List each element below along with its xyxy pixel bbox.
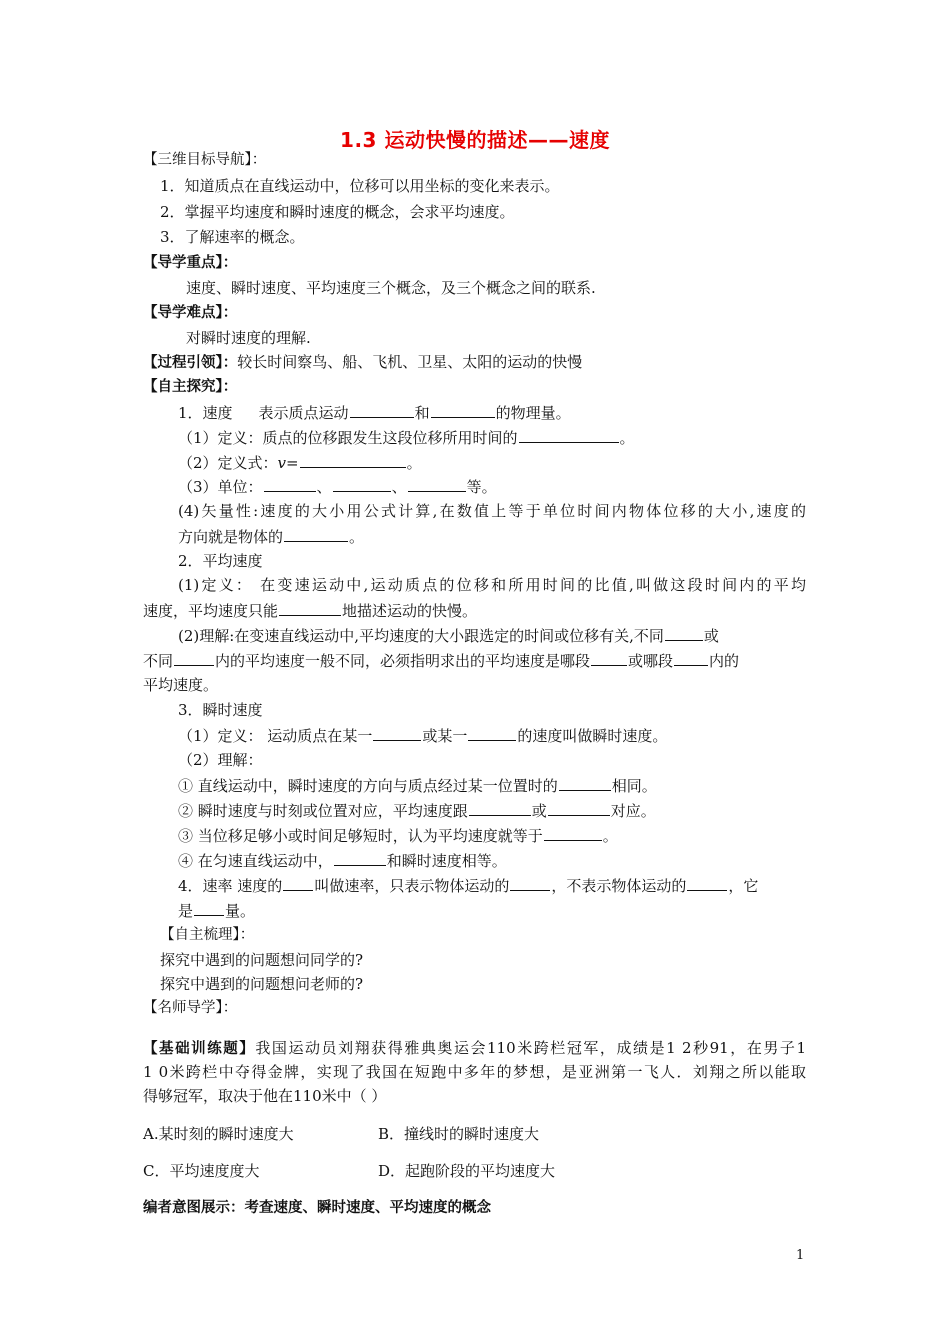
speed-formula: （2）定义式：v= 。: [178, 454, 422, 472]
difficulty-text: 对瞬时速度的理解.: [186, 329, 311, 347]
blank: [559, 775, 611, 791]
blank: [469, 800, 531, 816]
speed-vector-line1: (4)矢量性:速度的大小用公式计算,在数值上等于单位时间内物体位移的大小,速度的: [178, 502, 806, 520]
speed-definition: （1）定义：质点的位移跟发生这段位移所用时间的 。: [178, 429, 635, 447]
key-point-heading: 【导学重点】：: [143, 255, 238, 271]
exercise-line2: 1 0米跨栏中夺得金牌，实现了我国在短跑中多年的梦想，是亚洲第一飞人．刘翔之所以能取: [143, 1063, 806, 1081]
avg-speed-und-line2: 不同 内的平均速度一般不同，必须指明求出的平均速度是哪段 或哪段 内的: [143, 652, 740, 670]
blank: [431, 402, 495, 418]
blank: [284, 526, 348, 542]
inst-speed-point-2: ② 瞬时速度与时刻或位置对应，平均速度跟 或 对应。: [178, 802, 656, 820]
avg-speed-und-line3: 平均速度。: [143, 676, 219, 694]
blank: [687, 875, 727, 891]
exercise-line3: 得够冠军，取决于他在110米中（ ）: [143, 1087, 387, 1105]
goal-item-3: 3．了解速率的概念。: [160, 228, 305, 246]
blank: [333, 476, 391, 492]
blank: [350, 402, 414, 418]
inst-speed-point-4: ④ 在匀速直线运动中， 和瞬时速度相等。: [178, 852, 507, 870]
blank: [408, 476, 466, 492]
blank: [591, 650, 627, 666]
speed-unit: （3）单位： 、 、 等。: [178, 478, 497, 496]
speed-title-line: 1．速度 表示质点运动 和 的物理量。: [178, 404, 571, 422]
blank: [194, 900, 224, 916]
explore-heading: 【自主探究】：: [143, 379, 238, 395]
blank: [264, 476, 316, 492]
option-d: D．起跑阶段的平均速度大: [378, 1162, 556, 1180]
review-question-2: 探究中遇到的问题想问老师的?: [160, 975, 364, 993]
goal-item-1: 1．知道质点在直线运动中，位移可以用坐标的变化来表示。: [160, 177, 560, 195]
option-a: A.某时刻的瞬时速度大: [143, 1125, 294, 1143]
avg-speed-def-line2: 速度，平均速度只能 地描述运动的快慢。: [143, 602, 478, 620]
page-number: 1: [796, 1248, 805, 1263]
option-c: C．平均速度度大: [143, 1162, 260, 1180]
option-b: B．撞线时的瞬时速度大: [378, 1125, 540, 1143]
goal-item-2: 2．掌握平均速度和瞬时速度的概念，会求平均速度。: [160, 203, 515, 221]
blank: [283, 875, 313, 891]
blank: [373, 725, 421, 741]
review-heading: 【自主梳理】：: [160, 927, 255, 943]
avg-speed-def-line1: (1)定义： 在变速运动中,运动质点的位移和所用时间的比值,叫做这段时间内的平均: [178, 576, 806, 594]
rate-line2: 是 量。: [178, 902, 256, 920]
rate-line1: 4．速率 速度的 叫做速率，只表示物体运动的 ，不表示物体运动的 ，它: [178, 877, 759, 895]
teacher-heading: 【名师导学】：: [143, 1000, 238, 1016]
process-line: 【过程引领】：较长时间察鸟、船、飞机、卫星、太阳的运动的快慢: [143, 353, 583, 371]
blank: [665, 625, 703, 641]
blank: [334, 850, 386, 866]
key-point-text: 速度、瞬时速度、平均速度三个概念，及三个概念之间的联系.: [186, 279, 596, 297]
blank: [674, 650, 708, 666]
inst-speed-point-3: ③ 当位移足够小或时间足够短时，认为平均速度就等于 。: [178, 827, 618, 845]
review-question-1: 探究中遇到的问题想问同学的?: [160, 951, 364, 969]
editor-intent: 编者意图展示：考查速度、瞬时速度、平均速度的概念: [143, 1200, 491, 1216]
blank: [279, 600, 341, 616]
avg-speed-und-line1: (2)理解:在变速直线运动中,平均速度的大小跟选定的时间或位移有关,不同 或: [178, 627, 719, 645]
blank: [300, 452, 406, 468]
blank: [510, 875, 550, 891]
difficulty-heading: 【导学难点】：: [143, 305, 238, 321]
inst-speed-def: （1）定义： 运动质点在某一 或某一 的速度叫做瞬时速度。: [178, 727, 668, 745]
exercise-line1: 【基础训练题】我国运动员刘翔获得雅典奥运会110米跨栏冠军，成绩是1 2秒91，在男子1: [143, 1039, 807, 1057]
goals-heading: 【三维目标导航】：: [143, 152, 267, 168]
blank: [544, 825, 602, 841]
blank: [174, 650, 214, 666]
avg-speed-title: 2．平均速度: [178, 552, 263, 570]
speed-vector-line2: 方向就是物体的 。: [178, 528, 365, 546]
blank: [468, 725, 516, 741]
inst-speed-und: （2）理解：: [178, 751, 263, 769]
inst-speed-title: 3．瞬时速度: [178, 701, 263, 719]
blank: [548, 800, 610, 816]
inst-speed-point-1: ① 直线运动中，瞬时速度的方向与质点经过某一位置时的 相同。: [178, 777, 657, 795]
blank: [519, 427, 619, 443]
page-title: 1.3 运动快慢的描述——速度: [340, 128, 610, 152]
